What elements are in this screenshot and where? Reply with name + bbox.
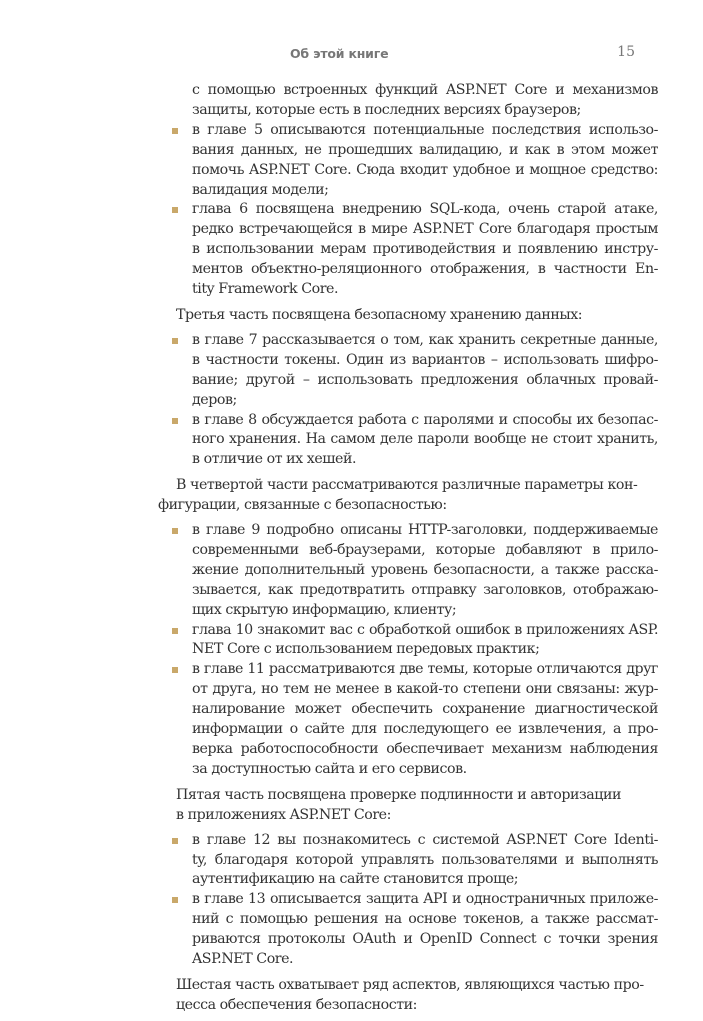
bullet-square-icon: [172, 897, 178, 903]
chapter-list-part2: [158, 81, 658, 300]
list-item-chapter-9: [192, 521, 658, 621]
text-line: Третья часть посвящена безопасному хранению данных:: [176, 306, 583, 323]
text-line: в главе 5 описываются потенциальные последствия использо-: [192, 121, 658, 138]
text-line: в главе 12 вы познакомитесь с системой ASP.NET Core Identi-: [192, 831, 658, 848]
list-item-chapter-11: [192, 660, 658, 779]
paragraph-part6-intro: [158, 976, 658, 1016]
list-item-chapter-10: [192, 621, 658, 661]
page-number: 15: [617, 44, 635, 60]
text-line: ASP.NET Core.: [192, 951, 294, 968]
bullet-square-icon: [172, 128, 178, 134]
text-line: зывается, как предотвратить отправку заголовков, отображаю-: [192, 581, 658, 598]
text-line: в главе 11 рассматриваются две темы, которые отличаются друг: [192, 661, 658, 678]
text-line: глава 6 посвящена внедрению SQL-кода, очень старой атаке,: [192, 201, 658, 218]
text-line: В четвертой части рассматриваются различные параметры кон-: [176, 477, 638, 494]
list-item-chapter-12: [192, 831, 658, 891]
text-line: в главе 9 подробно описаны HTTP-заголовки, поддерживаемые: [192, 522, 658, 539]
text-line: в главе 8 обсуждается работа с паролями и способы их безопас-: [192, 411, 658, 428]
list-item-chapter-8: [192, 411, 658, 471]
text-line: валидация модели;: [192, 181, 329, 198]
text-line: ментов объектно-реляционного отображения, в частности En-: [192, 261, 658, 278]
chapter-list-part3: [158, 331, 658, 470]
text-line: современными веб-браузерами, которые добавляют в прило-: [192, 541, 658, 558]
text-line: цесса обеспечения безопасности:: [176, 996, 417, 1013]
text-line: Пятая часть посвящена проверке подлинности и авторизации: [176, 786, 621, 803]
text-line: в отличие от их хешей.: [192, 451, 357, 468]
text-line: ний с помощью решения на основе токенов, а также рассмат-: [192, 911, 658, 928]
bullet-square-icon: [172, 838, 178, 844]
text-line: в приложениях ASP.NET Core:: [176, 806, 391, 823]
text-line: в частности токены. Один из вариантов – использовать шифро-: [192, 351, 658, 368]
list-item-chapter-5: [192, 121, 658, 201]
text-line: с помощью встроенных функций ASP.NET Core и механизмов: [192, 82, 658, 98]
chapter-list-part5: [158, 831, 658, 970]
text-line: риваются протоколы OAuth и OpenID Connect с точки зрения: [192, 931, 658, 948]
running-title: Об этой книге: [290, 46, 389, 61]
running-head: [290, 44, 635, 66]
text-line: верка работоспособности обеспечивает механизм наблюдения: [192, 741, 658, 757]
bullet-square-icon: [172, 338, 178, 344]
chapter-list-part4: [158, 521, 658, 780]
text-line: глава 10 знакомит вас с обработкой ошибок в приложениях ASP.: [192, 621, 658, 638]
text-line: в использовании мерам противодействия и появлению инстру-: [192, 241, 658, 258]
list-item-continued: [192, 81, 658, 121]
text-line: щих скрытую информацию, клиенту;: [192, 601, 457, 618]
list-item-chapter-7: [192, 331, 658, 411]
text-line: NET Core с использованием передовых практик;: [192, 641, 540, 658]
text-line: от друга, но тем не менее в какой-то степени они связаны: жур-: [192, 681, 658, 698]
bullet-square-icon: [172, 667, 178, 673]
text-line: информации о сайте для последующего ее извлечения, а про-: [192, 721, 658, 738]
text-line: в главе 13 описывается защита API и одностраничных приложе-: [192, 891, 658, 908]
text-line: tity Framework Core.: [192, 281, 339, 298]
body-text: [158, 81, 658, 1021]
bullet-square-icon: [172, 418, 178, 424]
text-line: ty, благодаря которой управлять пользователями и выполнять: [192, 851, 658, 868]
text-line: вания данных, не прошедших валидацию, и как в этом может: [192, 141, 658, 158]
text-line: аутентификацию на сайте становится проще;: [192, 871, 519, 888]
text-line: помочь ASP.NET Core. Сюда входит удобное и мощное средство:: [192, 161, 658, 178]
list-item-chapter-6: [192, 200, 658, 300]
text-line: вание; другой – использовать предложения облачных провай-: [192, 371, 658, 388]
text-line: редко встречающейся в мире ASP.NET Core благодаря простым: [192, 221, 658, 238]
paragraph-part3-intro: [158, 306, 658, 326]
text-line: Шестая часть охватывает ряд аспектов, являющихся частью про-: [176, 976, 644, 993]
paragraph-part5-intro: [158, 786, 658, 826]
bullet-square-icon: [172, 528, 178, 534]
text-line: деров;: [192, 391, 237, 408]
text-line: ного хранения. На самом деле пароли вообще не стоит хранить,: [192, 431, 658, 448]
text-line: в главе 7 рассказывается о том, как хранить секретные данные,: [192, 331, 658, 348]
bullet-square-icon: [172, 207, 178, 213]
text-line: налирование может обеспечить сохранение диагностической: [192, 701, 658, 718]
text-line: жение дополнительный уровень безопасности, а также расска-: [192, 561, 658, 578]
text-line: за доступностью сайта и его сервисов.: [192, 760, 467, 777]
text-line: защиты, которые есть в последних версиях браузеров;: [192, 101, 581, 118]
text-line: фигурации, связанные с безопасностью:: [158, 497, 447, 514]
paragraph-part4-intro: [158, 476, 658, 516]
bullet-square-icon: [172, 628, 178, 634]
list-item-chapter-13: [192, 890, 658, 970]
